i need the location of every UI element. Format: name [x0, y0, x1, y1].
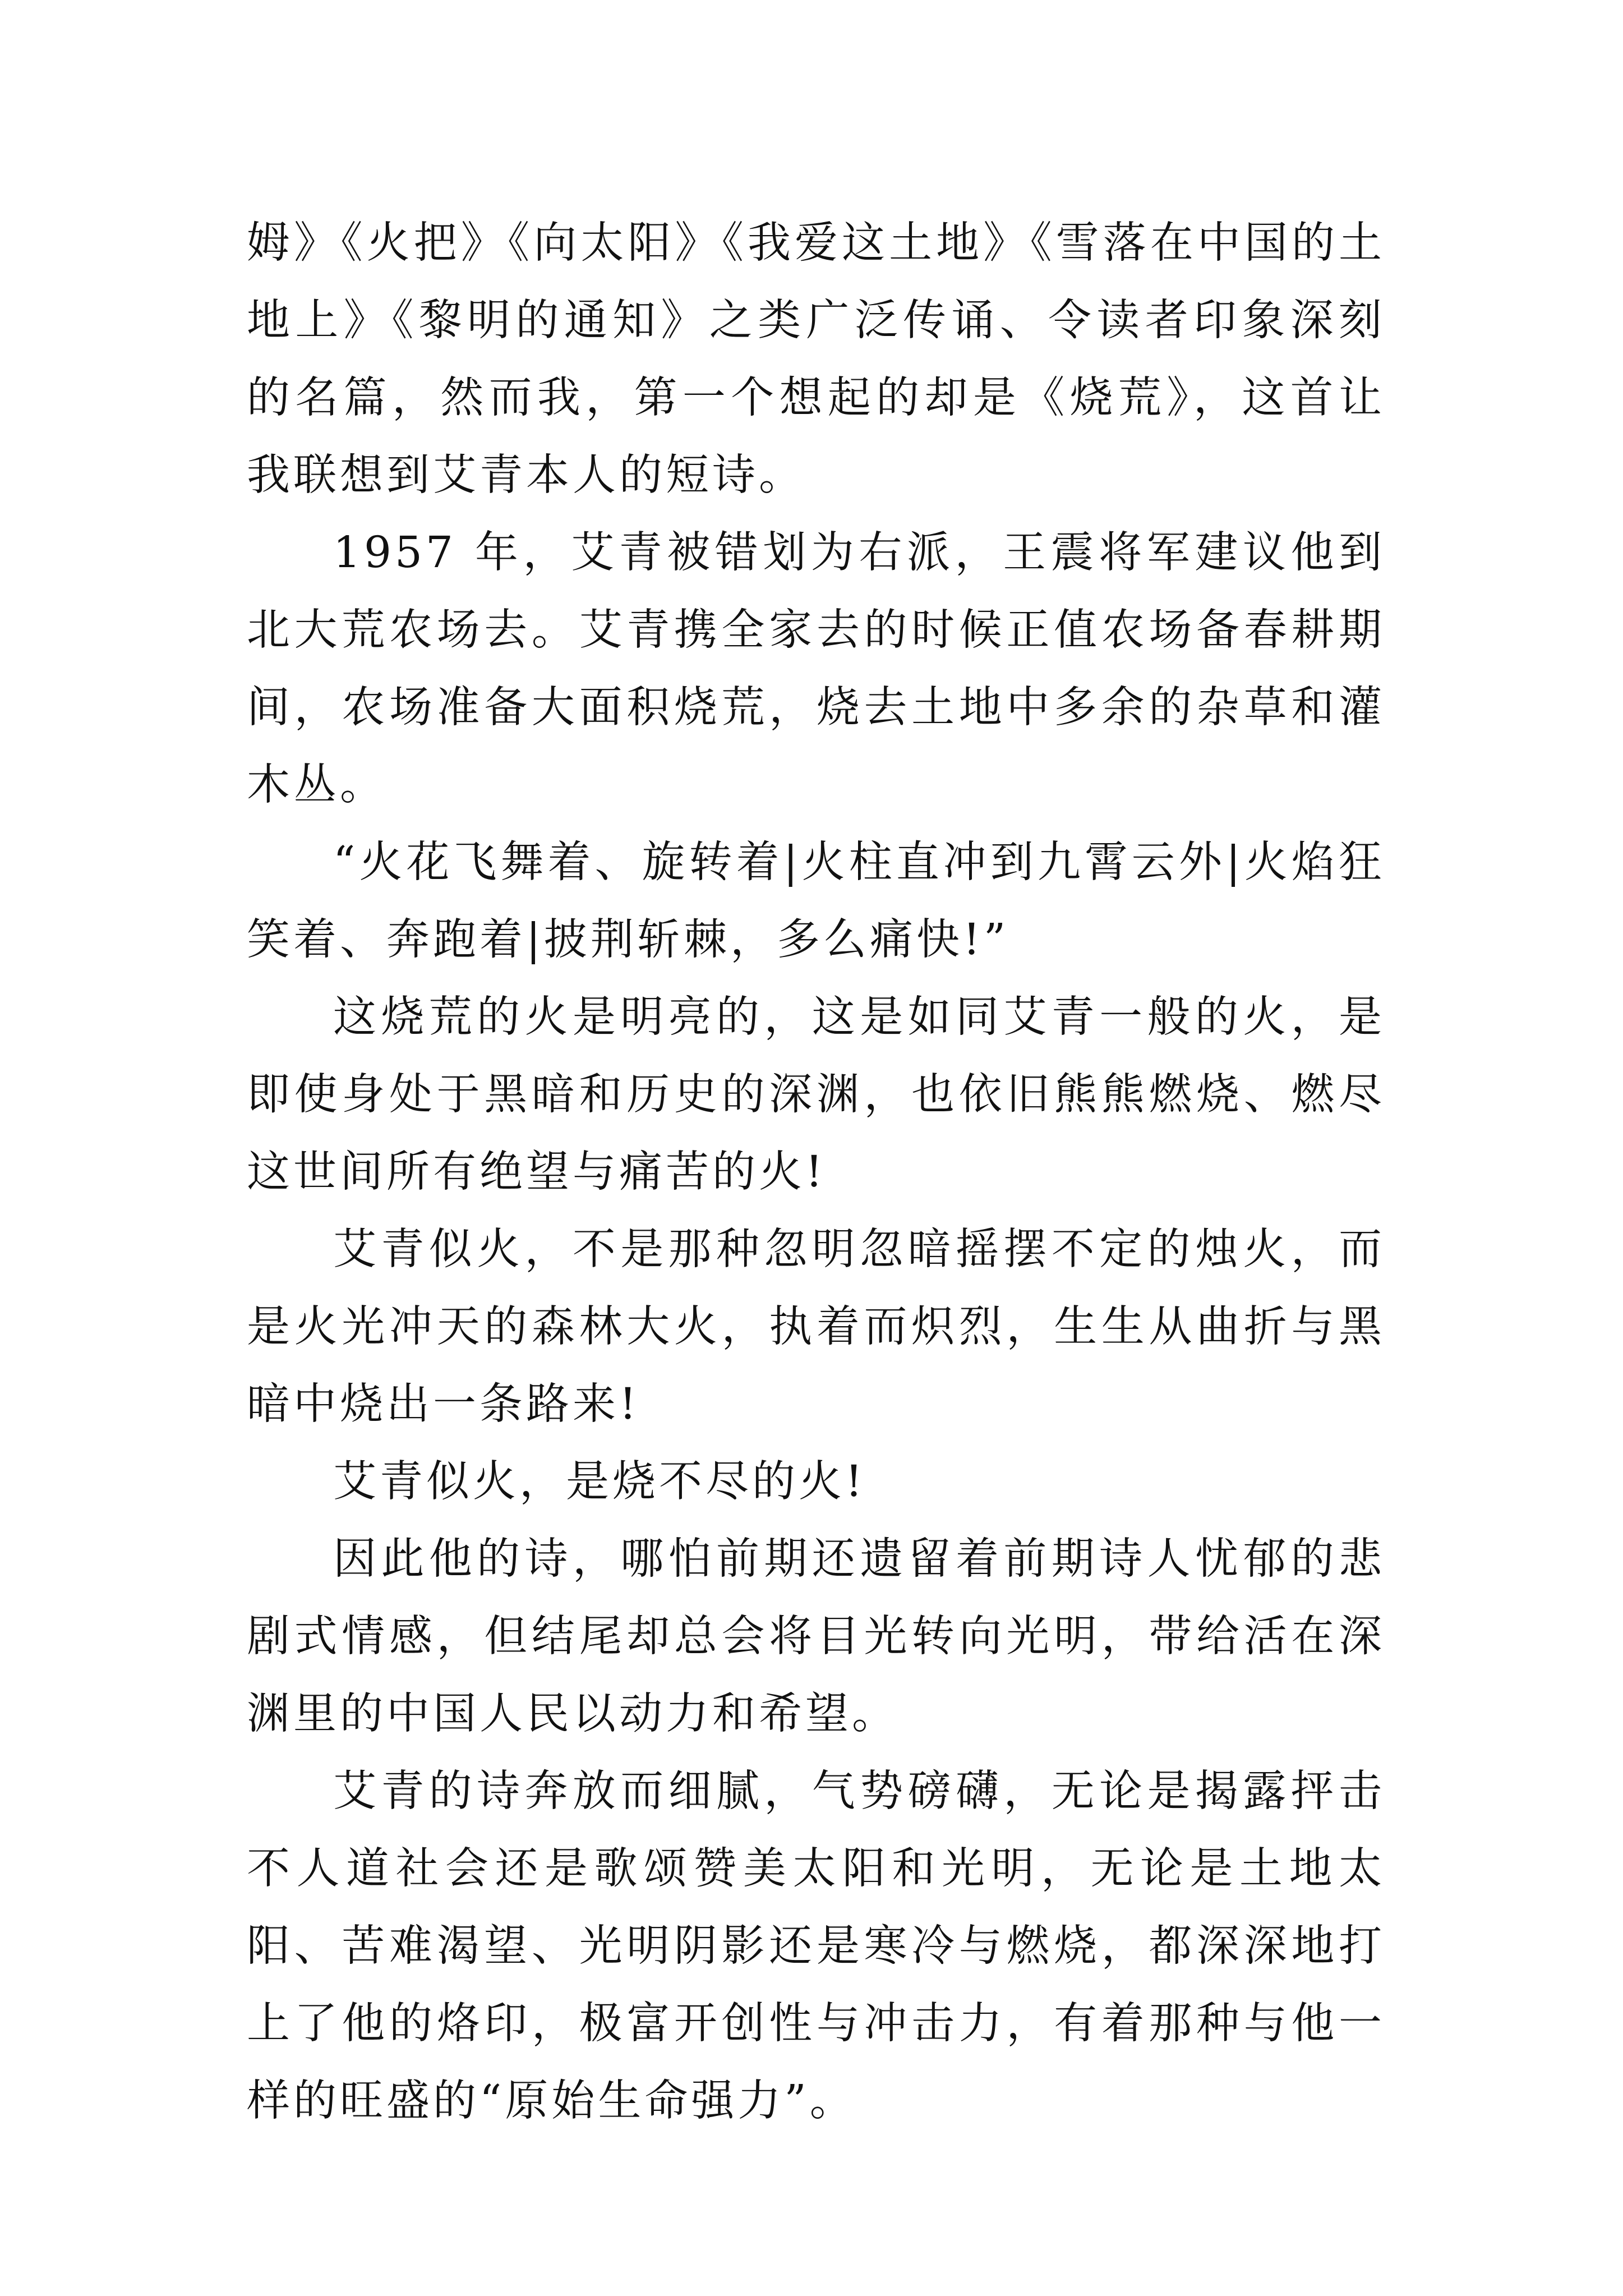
paragraph-4: 这烧荒的火是明亮的，这是如同艾青一般的火，是即使身处于黑暗和历史的深渊，也依旧熊熊燃烧、燃尽这世间所有绝望与痛苦的火!	[247, 992, 1385, 1197]
paragraph-2: 1957 年，艾青被错划为右派，王震将军建议他到北大荒农场去。艾青携全家去的时候正值农场备春耕期间，农场准备大面积烧荒，烧去土地中多余的杂草和灌木丛。	[247, 528, 1385, 810]
paragraph-6: 艾青似火，是烧不尽的火!	[333, 1457, 866, 1507]
paragraph-7: 因此他的诗，哪怕前期还遗留着前期诗人忧郁的悲剧式情感，但结尾却总会将目光转向光明，带给活在深渊里的中国人民以动力和希望。	[247, 1534, 1385, 1739]
document-body	[247, 205, 1385, 2140]
paragraph-5: 艾青似火，不是那种忽明忽暗摇摆不定的烛火，而是火光冲天的森林大火，执着而炽烈，生生从曲折与黑暗中烧出一条路来!	[247, 1225, 1385, 1429]
paragraph-8: 艾青的诗奔放而细腻，气势磅礴，无论是揭露抨击不人道社会还是歌颂赞美太阳和光明，无论是土地太阳、苦难渴望、光明阴影还是寒冷与燃烧，都深深地打上了他的烙印，极富开创性与冲击力，有着那种与他一样的旺盛的“原始生命强力”。	[247, 1766, 1385, 2126]
paragraph-3-quote: “火花飞舞着、旋转着|火柱直冲到九霄云外|火焰狂笑着、奔跑着|披荆斩棘，多么痛快!”	[247, 838, 1385, 965]
paragraph-1: 姆》《火把》《向太阳》《我爱这土地》《雪落在中国的土地上》《黎明的通知》之类广泛传诵、令读者印象深刻的名篇，然而我，第一个想起的却是《烧荒》，这首让我联想到艾青本人的短诗。	[247, 218, 1385, 500]
